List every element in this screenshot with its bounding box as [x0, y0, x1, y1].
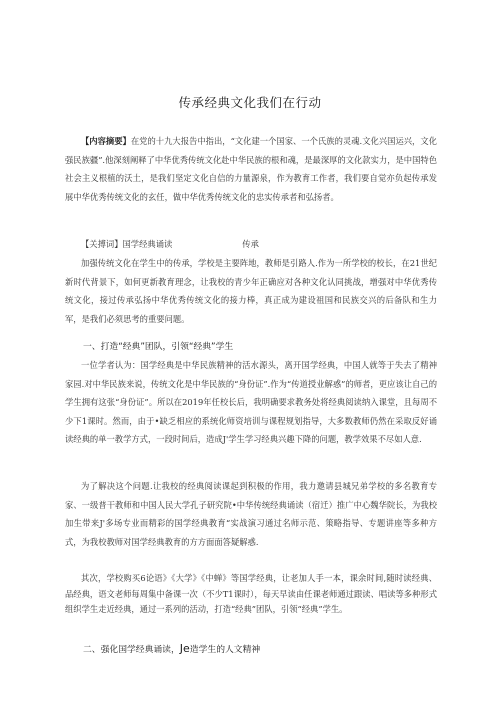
intro-paragraph: 加强传统文化在学生中的传承，学校是主要阵地，教师是引路人.作为一所学校的校长，在21世纪新时代背景下，如何更新教育理念，让我校的青少年正确应对各种文化认同挑战，增强对中华优秀传统文化，接过传承弘扬中华优秀传统文化的接力棒，真正成为建设祖国和民族交兴的后备队和生力军，是我们必须思考的重要问题。: [65, 258, 437, 324]
section-heading-2: [83, 642, 443, 655]
abstract-text: 在党的十九大报告中指出，“文化建一个国家、一个氏族的灵魂.文化兴国运兴，文化强民族疆”.他深刻阐释了中华优秀传统文化赴中华民族的根和魂，是最深厚的文化款实力，是中国特色社会主义根植的沃土，是我们坚定文化自信的力量源泉，作为教育工作者，我们要自觉亦负起传承发展中华优秀传统文化的玄任，做中华优秀传统文化的忠实传承者和弘扬者。: [65, 136, 437, 202]
keywords-label: 【关搏词】: [81, 239, 123, 249]
section-heading-1: 一、打造“经典”团队，引领“经典”学生: [83, 342, 234, 352]
keywords-line: [65, 235, 437, 254]
section-heading-2-part1: 二、强化国学经典诵读，: [83, 645, 180, 655]
keyword-1: 国学经典诵读: [122, 239, 173, 249]
section-heading-2-part3: 造学生的人文精神: [189, 645, 261, 655]
keyword-2: 传承: [242, 239, 259, 249]
section-heading-2-part2: Je: [179, 642, 190, 655]
section1-paragraph-2: 为了解决这个问题.让我校的经典阅读课起到积极的作用，我力邀请县城兄弟学校的多名教育专家、一级普干教师和中国人民大学孔子研究院•中华传统经典诵读（宿迁）推广中心魏华院长，为我校加生带来J'多场专业而精彩的国学经典教育“实战演习通过名师示范、策略指导、专题讲座等多种方式，为我校教师对国学经典教育的方方面面答疑解惑.: [65, 481, 437, 547]
section1-paragraph-1: 一位学者认为：国学经典是中华民族精神的活水源头，离开国学经典，中国人就等于失去了精神家园.对中华民族来说，传统文化是中华民族的“身份证”.作为“传道授业解惑”的师者，更应该让自己的学生拥有这张“身份证”。所以在2019年任校长后，我明确要求教务处将经典阅读纳入课堂，且每周不少下1课时。然而，由于•缺乏相应的系统化师资培训与课程规划指导，大多数教师仍然在采取反好诵读经典的单一教学方式，一段时间后，造成J'学生学习经典兴趣下降的问题，教学效果不尽如人意.: [65, 360, 437, 444]
section1-paragraph-3: 其次，学校购买6论语》《大学》《中蝉》等国学经典，让老加人手一本，课余时间,随时读经典、品经典，语文老师每周集中备课一次（不少T1课时），每天早读由任课老师通过跟读、唱读等多种形式组织学生走近经典，通过一系列的活动，打造“经典”团队，引领“经典”学生。: [65, 573, 437, 614]
abstract-paragraph: [65, 132, 437, 206]
document-title: 传承经典文化我们在行动: [178, 95, 322, 110]
abstract-label: 【内容摘要】: [81, 136, 131, 146]
